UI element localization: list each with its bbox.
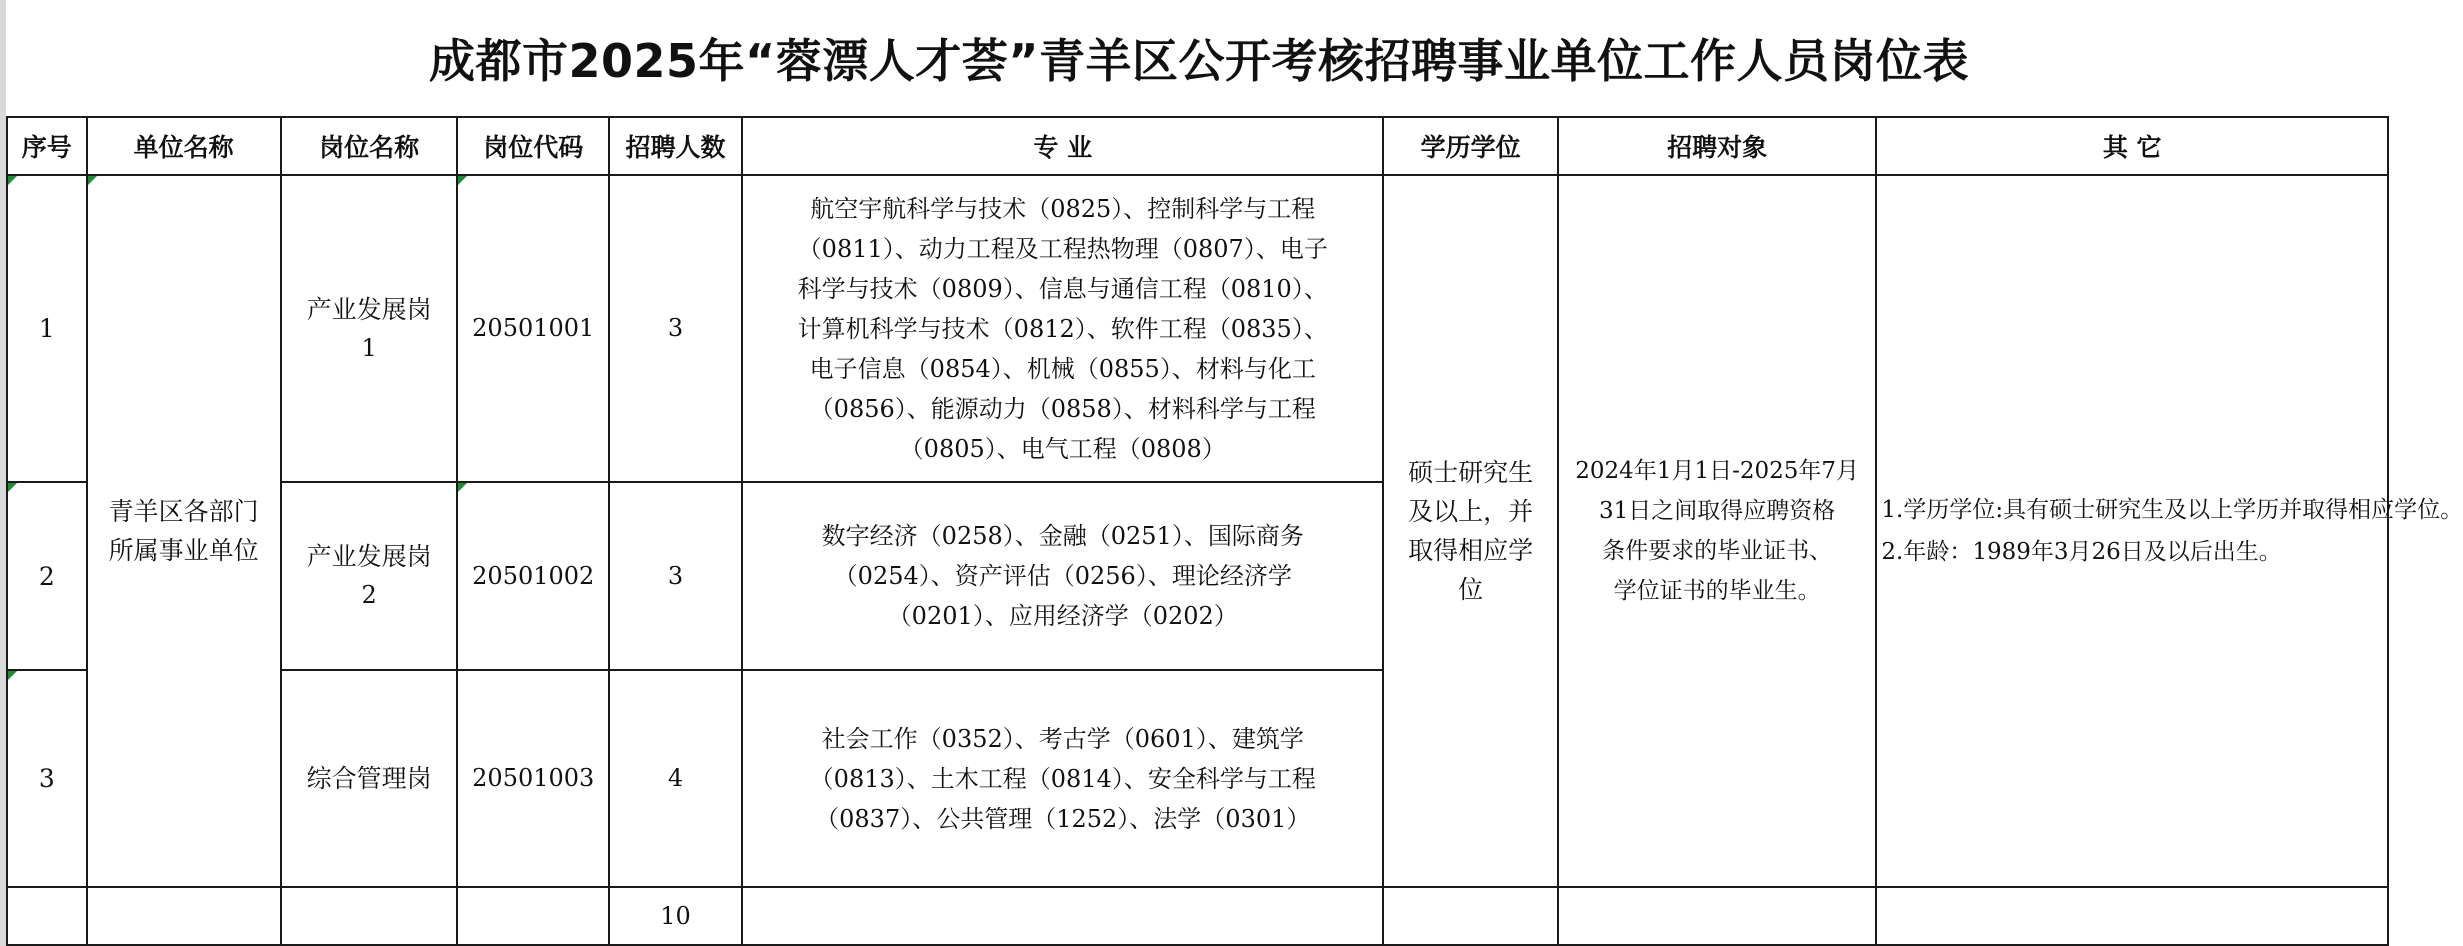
major-line: （0837）、公共管理（1252）、法学（0301） [815, 804, 1311, 833]
header-major: 专 业 [742, 117, 1383, 175]
post-name-cell [281, 175, 458, 482]
post-name-cell [281, 482, 458, 670]
target-line: 条件要求的毕业证书、 [1602, 538, 1833, 564]
other-line: 1.学历学位:具有硕士研究生及以上学历并取得相应学位。 [1881, 497, 2463, 523]
target-cell [1558, 175, 1876, 887]
post-name-line: 产业发展岗 [306, 294, 432, 324]
row-seq-text: 3 [38, 764, 55, 793]
major-line: 科学与技术（0809）、信息与通信工程（0810）、 [797, 274, 1328, 303]
major-line: 社会工作（0352）、考古学（0601）、建筑学 [821, 724, 1304, 753]
post-code-cell: 20501003 [457, 670, 609, 887]
header-degree: 学历学位 [1383, 117, 1558, 175]
row-seq [7, 482, 87, 670]
major-line: 计算机科学与技术（0812）、软件工程（0835）、 [797, 314, 1328, 343]
unit-name-cell [87, 175, 281, 887]
post-name-cell [281, 670, 458, 887]
post-name-line: 综合管理岗 [306, 764, 432, 793]
total-empty-cell [1383, 887, 1558, 945]
total-empty-cell [1876, 887, 2388, 945]
degree-line: 硕士研究生 [1408, 458, 1534, 487]
unit-name-line: 所属事业单位 [108, 536, 259, 565]
post-name-line: 2 [361, 581, 377, 609]
post-count-cell: 3 [609, 175, 742, 482]
major-line: （0805）、电气工程（0808） [899, 434, 1226, 463]
header-seq: 序号 [7, 117, 87, 175]
page-title: 成都市2025年“蓉漂人才荟”青羊区公开考核招聘事业单位工作人员岗位表 [429, 34, 1969, 88]
post-count-cell: 4 [609, 670, 742, 887]
major-line: （0811）、动力工程及工程热物理（0807）、电子 [797, 234, 1328, 263]
header-code: 岗位代码 [457, 117, 609, 175]
degree-line: 取得相应学 [1408, 536, 1534, 565]
header-row [7, 117, 2388, 175]
other-line: 2.年龄：1989年3月26日及以后出生。 [1881, 539, 2282, 565]
total-empty-cell [87, 887, 281, 945]
row-seq-text: 1 [38, 314, 55, 343]
target-line: 31日之间取得应聘资格 [1599, 498, 1836, 524]
total-empty-cell [281, 887, 458, 945]
total-empty-cell [1558, 887, 1876, 945]
total-empty-cell [7, 887, 87, 945]
total-count-cell: 10 [609, 887, 742, 945]
header-post: 岗位名称 [281, 117, 458, 175]
header-unit: 单位名称 [87, 117, 281, 175]
major-line: （0856）、能源动力（0858）、材料科学与工程 [809, 394, 1316, 423]
post-count-cell: 3 [609, 482, 742, 670]
major-line: 电子信息（0854）、机械（0855）、材料与化工 [809, 354, 1316, 383]
row-seq-text: 2 [38, 561, 55, 591]
major-line: （0813）、土木工程（0814）、安全科学与工程 [809, 764, 1316, 793]
header-count: 招聘人数 [609, 117, 742, 175]
major-line: （0201）、应用经济学（0202） [887, 602, 1238, 630]
total-empty-cell [742, 887, 1383, 945]
target-line: 学位证书的毕业生。 [1613, 578, 1821, 604]
post-table [6, 116, 2463, 946]
row-seq [7, 175, 87, 482]
major-line: 航空宇航科学与技术（0825）、控制科学与工程 [810, 194, 1316, 223]
unit-name-line: 青羊区各部门 [108, 497, 259, 526]
post-code-cell: 20501001 [457, 175, 609, 482]
major-cell [742, 175, 1383, 482]
major-cell [742, 482, 1383, 670]
major-cell [742, 670, 1383, 887]
row-seq [7, 670, 87, 887]
major-line: 数字经济（0258）、金融（0251）、国际商务 [821, 522, 1304, 550]
post-code-cell: 20501002 [457, 482, 609, 670]
header-target: 招聘对象 [1558, 117, 1876, 175]
degree-line: 及以上，并 [1408, 497, 1534, 526]
post-name-line: 产业发展岗 [306, 542, 432, 571]
degree-cell [1383, 175, 1558, 887]
total-empty-cell [457, 887, 609, 945]
other-cell [1876, 175, 2463, 887]
target-line: 2024年1月1日-2025年7月 [1575, 458, 1860, 484]
post-name-line: 1 [361, 333, 377, 362]
total-row [7, 887, 2388, 945]
table-row [7, 175, 2388, 482]
header-other: 其 它 [1876, 117, 2388, 175]
major-line: （0254）、资产评估（0256）、理论经济学 [833, 562, 1292, 590]
degree-line: 位 [1458, 575, 1484, 604]
